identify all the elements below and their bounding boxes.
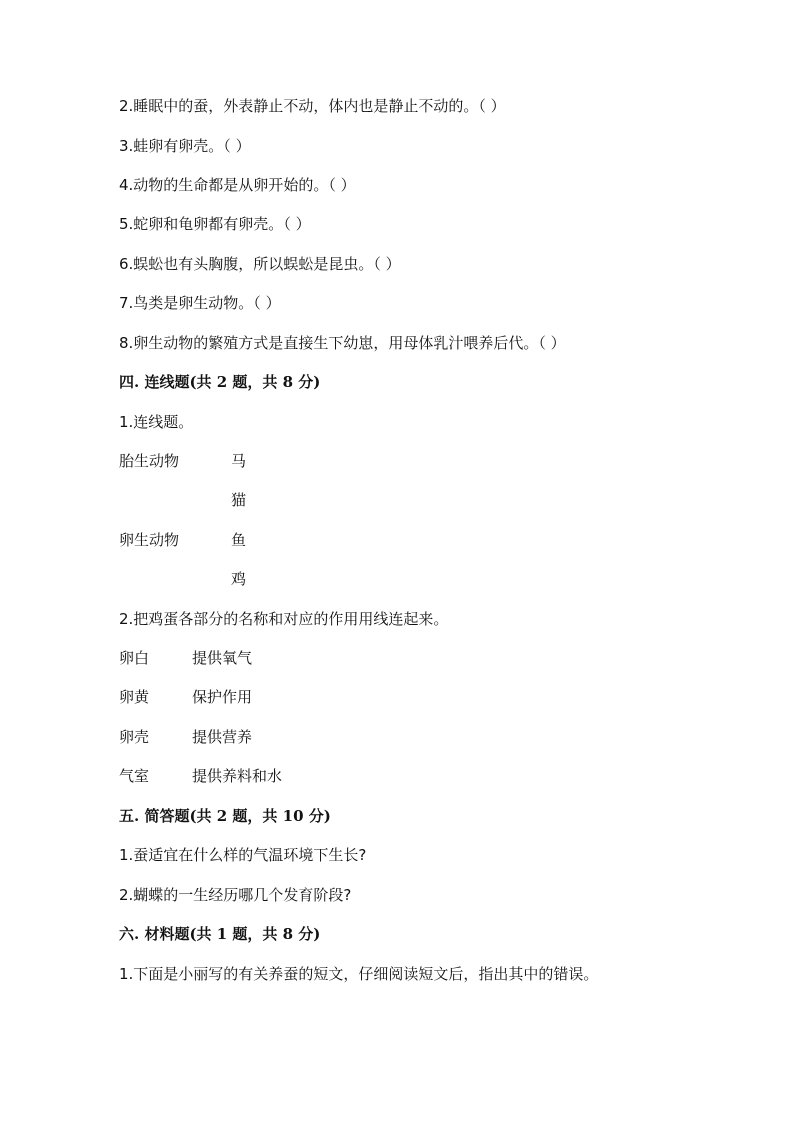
matching-q2-right-2: 保护作用 xyxy=(192,688,253,706)
tf-question-2: 2.睡眠中的蚕，外表静止不动，体内也是静止不动的。（ ） xyxy=(119,97,506,115)
matching-q1-right-3: 鱼 xyxy=(231,531,247,549)
matching-q1-right-2: 猫 xyxy=(231,491,247,509)
matching-q2-right-3: 提供营养 xyxy=(192,728,253,746)
section-4-heading: 四. 连线题(共 2 题，共 8 分) xyxy=(119,373,321,391)
tf-question-4: 4.动物的生命都是从卵开始的。（ ） xyxy=(119,176,356,194)
matching-q1-left-2: 卵生动物 xyxy=(119,531,180,549)
matching-q1-title: 1.连线题。 xyxy=(119,413,194,431)
matching-q2-right-4: 提供养料和水 xyxy=(192,767,283,785)
short-answer-q2: 2.蝴蝶的一生经历哪几个发育阶段? xyxy=(119,886,352,904)
matching-q2-left-3: 卵壳 xyxy=(119,728,150,746)
matching-q1-right-4: 鸡 xyxy=(231,570,247,588)
matching-q1-left-1: 胎生动物 xyxy=(119,452,180,470)
matching-q2-left-1: 卵白 xyxy=(119,649,150,667)
matching-q1-right-1: 马 xyxy=(231,452,247,470)
section-6-heading: 六. 材料题(共 1 题，共 8 分) xyxy=(119,925,321,943)
tf-question-7: 7.鸟类是卵生动物。（ ） xyxy=(119,294,281,312)
matching-q2-title: 2.把鸡蛋各部分的名称和对应的作用用线连起来。 xyxy=(119,610,449,628)
material-q1: 1.下面是小丽写的有关养蚕的短文，仔细阅读短文后，指出其中的错误。 xyxy=(119,965,599,983)
short-answer-q1: 1.蚕适宜在什么样的气温环境下生长? xyxy=(119,846,367,864)
tf-question-8: 8.卵生动物的繁殖方式是直接生下幼崽，用母体乳汁喂养后代。（ ） xyxy=(119,334,566,352)
matching-q2-right-1: 提供氧气 xyxy=(192,649,253,667)
tf-question-6: 6.蜈蚣也有头胸腹，所以蜈蚣是昆虫。（ ） xyxy=(119,255,401,273)
tf-question-5: 5.蛇卵和龟卵都有卵壳。（ ） xyxy=(119,215,311,233)
tf-question-3: 3.蛙卵有卵壳。（ ） xyxy=(119,137,251,155)
matching-q2-left-4: 气室 xyxy=(119,767,150,785)
matching-q2-left-2: 卵黄 xyxy=(119,688,150,706)
section-5-heading: 五. 简答题(共 2 题，共 10 分) xyxy=(119,807,331,825)
